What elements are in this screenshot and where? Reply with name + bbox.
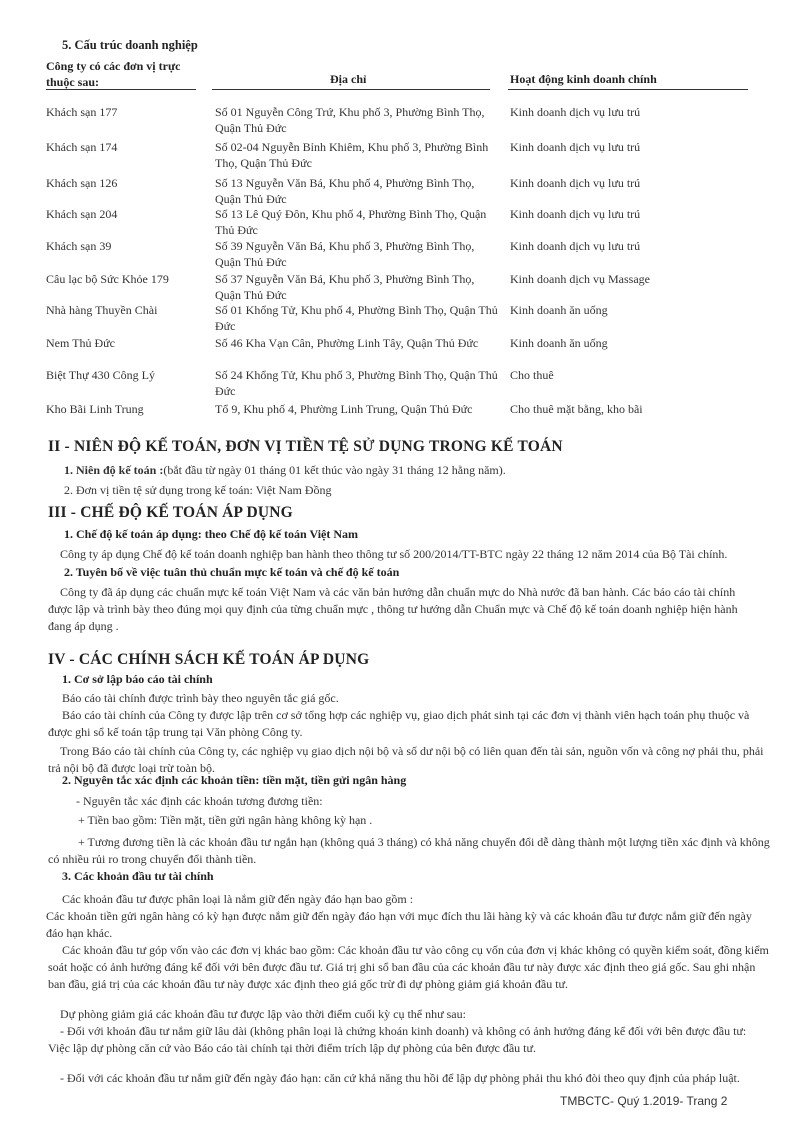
row-business: Kinh doanh dịch vụ lưu trú (510, 176, 641, 190)
row-business: Kinh doanh dịch vụ lưu trú (510, 239, 641, 253)
section-4-paragraph-3c: Các khoản đầu tư góp vốn vào các đơn vị khác bao gồm: Các khoản đầu tư vào công cụ vốn của đơn vị khác không có quyền kiểm soát, đồng kiểm soát hoặc có ảnh hưởng đáng kể đối với bên được đầu tư. Giá trị ghi sổ ban đầu của các khoản đầu tư này được xác định theo giá gốc. Sau ghi nhận ban đầu, giá trị của các khoản đầu tư này được xác định theo giá gốc trừ đi dự phòng giảm giá khoản đầu tư. (48, 943, 769, 991)
section-4-sub-2: 2. Nguyên tắc xác định các khoản tiền: tiền mặt, tiền gửi ngân hàng (62, 773, 407, 787)
row-unit: Khách sạn 126 (46, 176, 118, 190)
section-2-item-1 (64, 462, 506, 479)
section-4-sub-3: 3. Các khoản đầu tư tài chính (62, 869, 214, 883)
header-unit: Công ty có các đơn vị trực thuộc sau: (46, 59, 181, 89)
row-unit: Khách sạn 174 (46, 140, 118, 154)
section-3-sub-2: 2. Tuyên bố về việc tuân thủ chuẩn mực kế toán và chế độ kế toán (64, 565, 400, 579)
section-4-title: IV - CÁC CHÍNH SÁCH KẾ TOÁN ÁP DỤNG (48, 651, 370, 668)
structure-title: 5. Cấu trúc doanh nghiệp (62, 38, 198, 52)
section-3-paragraph-1: Công ty áp dụng Chế độ kế toán doanh nghiệp ban hành theo thông tư số 200/2014/TT-BTC ngày 22 tháng 12 năm 2014 của Bộ Tài chính. (60, 547, 728, 561)
row-address: Số 46 Kha Vạn Cân, Phường Linh Tây, Quận Thủ Đức (215, 336, 479, 350)
row-address: Số 13 Lê Quý Đôn, Khu phố 4, Phường Bình Thọ, Quận Thủ Đức (215, 207, 487, 237)
row-address: Số 39 Nguyễn Văn Bá, Khu phố 3, Phường Bình Thọ, Quận Thủ Đức (215, 239, 475, 269)
row-address: Số 01 Nguyễn Công Trứ, Khu phố 3, Phường Bình Thọ, Quận Thủ Đức (215, 105, 485, 135)
row-unit: Nem Thủ Đức (46, 336, 115, 350)
section-4-paragraph-3e: - Đối với khoản đầu tư nắm giữ lâu dài (không phân loại là chứng khoán kinh doanh) và không có ảnh hưởng đáng kể đối với bên được đầu tư: Việc lập dự phòng căn cứ vào Báo cáo tài chính tại thời điểm trích lập dự phòng của bên được đầu tư. (48, 1024, 747, 1055)
page-footer: TMBCTC- Quý 1.2019- Trang 2 (560, 1094, 728, 1108)
section-4-paragraph-1a: Báo cáo tài chính được trình bày theo nguyên tắc giá gốc. (62, 691, 339, 705)
row-business: Kinh doanh dịch vụ lưu trú (510, 140, 641, 154)
section-4-paragraph-2a: - Nguyên tắc xác định các khoản tương đương tiền: (76, 794, 323, 808)
section-4-sub-1: 1. Cơ sở lập báo cáo tài chính (62, 672, 213, 686)
header-address: Địa chỉ (330, 72, 367, 86)
row-address: Tổ 9, Khu phố 4, Phường Linh Trung, Quận Thủ Đức (215, 402, 473, 416)
row-unit: Biệt Thự 430 Công Lý (46, 368, 155, 382)
header-rule-unit (46, 89, 196, 90)
row-business: Kinh doanh dịch vụ lưu trú (510, 105, 641, 119)
row-business: Kinh doanh ăn uống (510, 336, 608, 350)
section-4-paragraph-1c: Trong Báo cáo tài chính của Công ty, các nghiệp vụ giao dịch nội bộ và số dư nội bộ có liên quan đến tài sản, nguồn vốn và công nợ phải thu, phải trả nội bộ đã được loại trừ toàn bộ. (48, 744, 764, 775)
row-business: Kinh doanh dịch vụ lưu trú (510, 207, 641, 221)
row-business: Kinh doanh dịch vụ Massage (510, 272, 650, 286)
section-4-paragraph-2c: + Tương đương tiền là các khoản đầu tư ngắn hạn (không quá 3 tháng) có khả năng chuyển đổi dễ dàng thành một lượng tiền xác định và không có nhiều rủi ro trong chuyển đổi thành tiền. (48, 835, 770, 866)
row-address: Số 01 Khổng Tử, Khu phố 4, Phường Bình Thọ, Quận Thủ Đức (215, 303, 498, 333)
row-unit: Khách sạn 204 (46, 207, 118, 221)
row-address: Số 02-04 Nguyễn Bỉnh Khiêm, Khu phố 3, Phường Bình Thọ, Quận Thủ Đức (215, 140, 489, 170)
section-3-sub-1: 1. Chế độ kế toán áp dụng: theo Chế độ kế toán Việt Nam (64, 527, 359, 541)
header-business: Hoạt động kinh doanh chính (510, 72, 657, 86)
section-2-item-2: 2. Đơn vị tiền tệ sử dụng trong kế toán: Việt Nam Đồng (64, 483, 332, 497)
section-4-paragraph-3f: - Đối với các khoản đầu tư nắm giữ đến ngày đáo hạn: căn cứ khả năng thu hồi để lập dự phòng phải thu khó đòi theo quy định của pháp luật. (60, 1071, 740, 1085)
header-rule-address (212, 89, 490, 90)
row-unit: Kho Bãi Linh Trung (46, 402, 144, 416)
row-unit: Khách sạn 177 (46, 105, 118, 119)
section-2-title: II - NIÊN ĐỘ KẾ TOÁN, ĐƠN VỊ TIỀN TỆ SỬ DỤNG TRONG KẾ TOÁN (48, 438, 563, 455)
row-address: Số 24 Khổng Tử, Khu phố 3, Phường Bình Thọ, Quận Thủ Đức (215, 368, 498, 398)
row-unit: Câu lạc bộ Sức Khỏe 179 (46, 272, 169, 286)
row-address: Số 13 Nguyễn Văn Bá, Khu phố 4, Phường Bình Thọ, Quận Thủ Đức (215, 176, 475, 206)
row-business: Cho thuê (510, 368, 554, 382)
row-address: Số 37 Nguyễn Văn Bá, Khu phố 3, Phường Bình Thọ, Quận Thủ Đức (215, 272, 475, 302)
section-3-title: III - CHẾ ĐỘ KẾ TOÁN ÁP DỤNG (48, 504, 293, 521)
row-unit: Nhà hàng Thuyền Chài (46, 303, 158, 317)
section-2-item-1-text: (bắt đầu từ ngày 01 tháng 01 kết thúc vào ngày 31 tháng 12 hằng năm). (163, 463, 506, 477)
row-unit: Khách sạn 39 (46, 239, 112, 253)
row-business: Kinh doanh ăn uống (510, 303, 608, 317)
section-4-paragraph-1b: Báo cáo tài chính của Công ty được lập trên cơ sở tổng hợp các nghiệp vụ, giao dịch phát sinh tại các đơn vị thành viên hạch toán phụ thuộc và được ghi sổ kế toán tập trung tại Văn phòng Công ty. (48, 708, 750, 739)
row-business: Cho thuê mặt bằng, kho bãi (510, 402, 643, 416)
section-3-paragraph-2: Công ty đã áp dụng các chuẩn mực kế toán Việt Nam và các văn bản hướng dẫn chuẩn mực do Nhà nước đã ban hành. Các báo cáo tài chính được lập và trình bày theo đúng mọi quy định của từng chuẩn mực , thông tư hướng dẫn Chuẩn mực và Chế độ kế toán doanh nghiệp hiện hành đang áp dụng . (48, 585, 738, 633)
section-4-paragraph-3b: Các khoản tiền gửi ngân hàng có kỳ hạn được nắm giữ đến ngày đáo hạn với mục đích thu lãi hàng kỳ và các khoản đầu tư được nắm giữ đến ngày đáo hạn khác. (46, 909, 752, 940)
section-4-paragraph-3d: Dự phòng giảm giá các khoản đầu tư được lập vào thời điểm cuối kỳ cụ thể như sau: (60, 1007, 466, 1021)
section-4-paragraph-2b: + Tiền bao gồm: Tiền mặt, tiền gửi ngân hàng không kỳ hạn . (78, 813, 373, 827)
section-2-item-1-label: 1. Niên độ kế toán : (64, 463, 164, 477)
section-4-paragraph-3a: Các khoản đầu tư được phân loại là nắm giữ đến ngày đáo hạn bao gồm : (62, 892, 414, 906)
header-rule-business (508, 89, 748, 90)
